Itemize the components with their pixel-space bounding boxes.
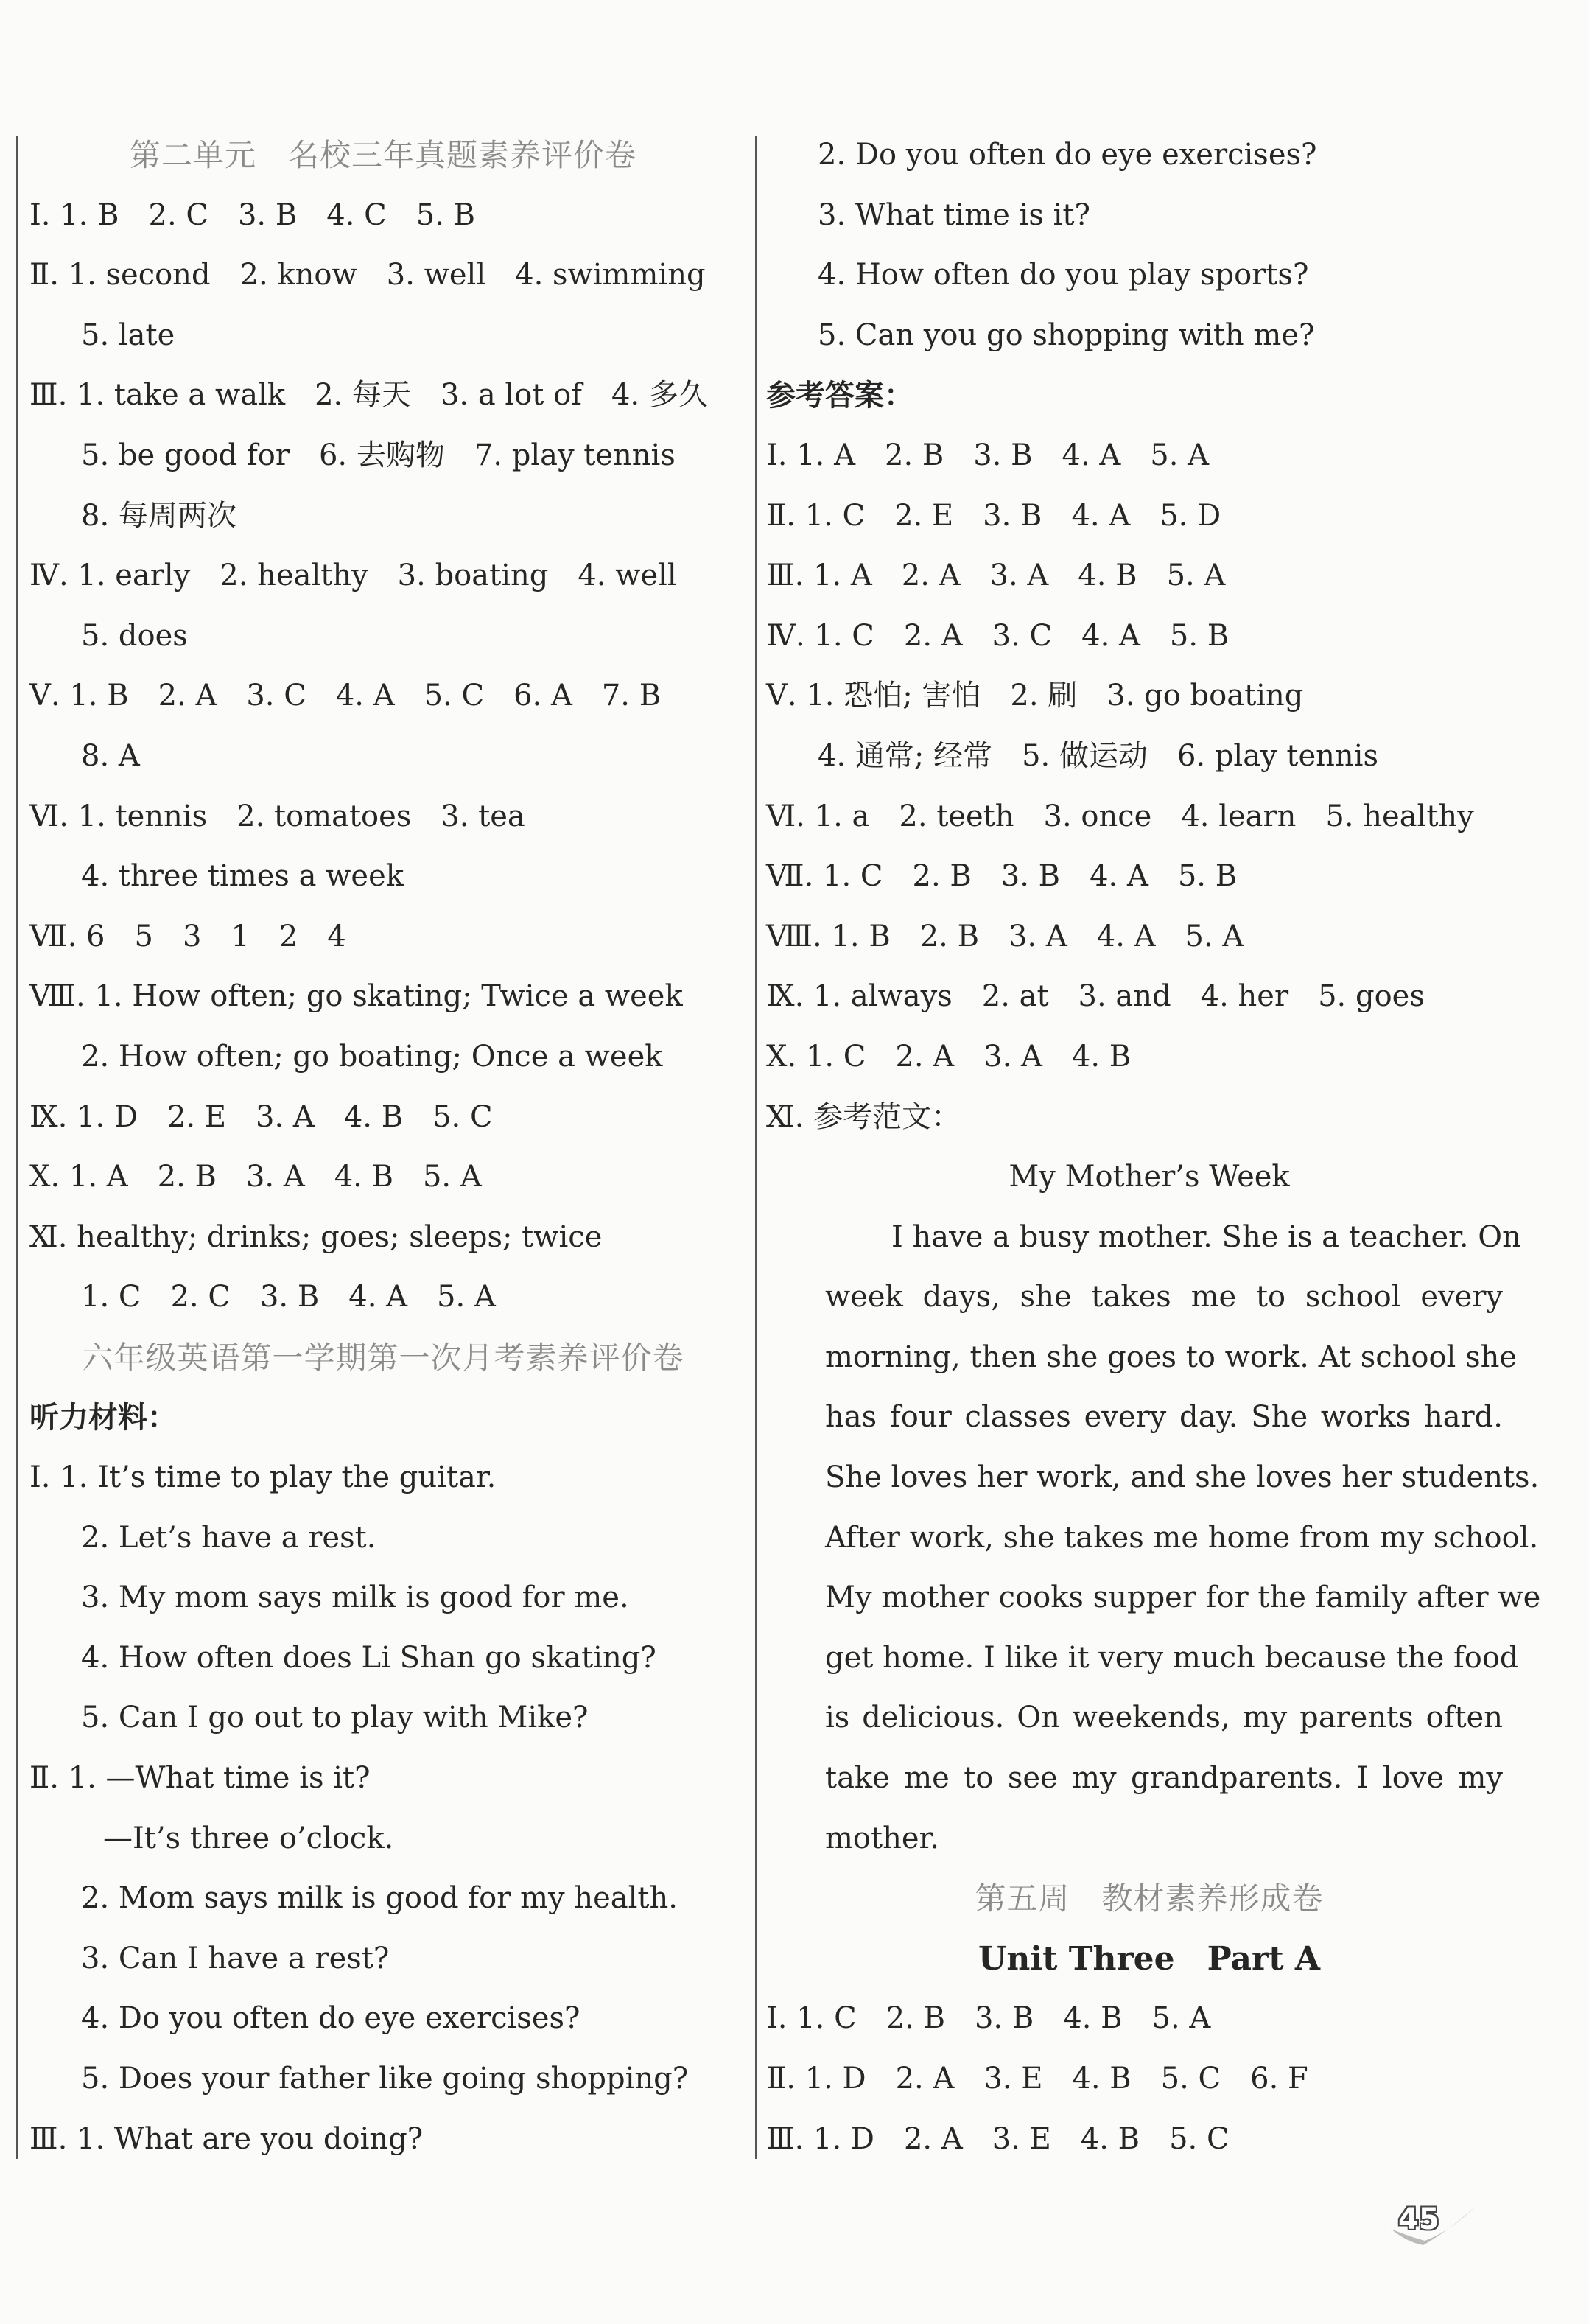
left-column-line: 8. 每周两次 <box>81 498 236 533</box>
right-column-line: I have a busy mother. She is a teacher. On <box>891 1219 1521 1254</box>
left-column-line: 5. be good for 6. 去购物 7. play tennis <box>81 438 676 472</box>
right-column-line: Ⅱ. 1. C 2. E 3. B 4. A 5. D <box>766 498 1221 533</box>
left-column-line: Ⅴ. 1. B 2. A 3. C 4. A 5. C 6. A 7. B <box>29 679 662 713</box>
right-column-line: Ⅵ. 1. a 2. teeth 3. once 4. learn 5. healthy <box>766 799 1474 833</box>
left-column-line: 2. Let’s have a rest. <box>81 1520 376 1555</box>
right-column-line: 3. What time is it? <box>818 197 1090 232</box>
left-margin-rule <box>16 136 18 2159</box>
right-column-line: week days, she takes me to school every <box>825 1280 1503 1315</box>
left-column-line: Ⅸ. 1. D 2. E 3. A 4. B 5. C <box>29 1099 493 1134</box>
right-column-line: take me to see my grandparents. I love my <box>825 1761 1503 1796</box>
right-column-line: Ⅹ. 1. C 2. A 3. A 4. B <box>766 1039 1132 1074</box>
right-column-line: Unit Three Part A <box>978 1939 1320 1978</box>
left-column-line: 3. Can I have a rest? <box>81 1941 390 1975</box>
column-divider <box>755 136 757 2159</box>
right-column-line: 4. 通常; 经常 5. 做运动 6. play tennis <box>818 738 1378 773</box>
right-column-line: My Mother’s Week <box>1009 1160 1290 1194</box>
right-column-line: morning, then she goes to work. At school she <box>825 1340 1518 1374</box>
left-column-line: 5. Can I go out to play with Mike? <box>81 1701 589 1735</box>
left-column-line: Ⅲ. 1. take a walk 2. 每天 3. a lot of 4. 多久 <box>29 378 708 413</box>
right-column-line: 4. How often do you play sports? <box>818 258 1309 293</box>
right-column-line: After work, she takes me home from my school. <box>825 1520 1539 1555</box>
right-column-line: 5. Can you go shopping with me? <box>818 318 1315 352</box>
right-column-line: has four classes every day. She works hard. <box>825 1400 1503 1435</box>
right-column-line: 第五周 教材素养形成卷 <box>975 1880 1324 1917</box>
left-column-line: Ⅶ. 6 5 3 1 2 4 <box>29 919 346 953</box>
page-number-badge <box>1385 2199 1481 2251</box>
left-column-line: Ⅱ. 1. —What time is it? <box>29 1761 371 1796</box>
left-column-line: 1. C 2. C 3. B 4. A 5. A <box>81 1280 496 1315</box>
page-number: 45 <box>1398 2202 1439 2236</box>
left-column-line: 2. Mom says milk is good for my health. <box>81 1881 678 1916</box>
left-column-line: 4. How often does Li Shan go skating? <box>81 1640 656 1675</box>
left-column-line: 听力材料： <box>29 1400 177 1435</box>
right-column-line: 参考答案： <box>766 378 913 413</box>
left-column-line: Ⅲ. 1. What are you doing? <box>29 2121 424 2156</box>
right-column <box>766 125 1541 2169</box>
right-column-line: Ⅷ. 1. B 2. B 3. A 4. A 5. A <box>766 919 1244 953</box>
left-column-line: 4. three times a week <box>81 859 404 894</box>
left-column-line: Ⅵ. 1. tennis 2. tomatoes 3. tea <box>29 799 525 833</box>
right-column-line: 2. Do you often do eye exercises? <box>818 138 1317 172</box>
right-column-line: Ⅲ. 1. A 2. A 3. A 4. B 5. A <box>766 559 1226 593</box>
left-column-line: Ⅱ. 1. second 2. know 3. well 4. swimming <box>29 258 706 293</box>
left-column-line: Ⅰ. 1. B 2. C 3. B 4. C 5. B <box>29 197 476 232</box>
right-column-line: Ⅰ. 1. A 2. B 3. B 4. A 5. A <box>766 438 1210 472</box>
left-column-line: Ⅹ. 1. A 2. B 3. A 4. B 5. A <box>29 1160 482 1194</box>
left-column-line: 5. late <box>81 318 175 352</box>
left-column-line: Ⅰ. 1. It’s time to play the guitar. <box>29 1460 497 1495</box>
left-column-line: 2. How often; go boating; Once a week <box>81 1039 663 1074</box>
left-column-line: 5. Does your father like going shopping? <box>81 2062 689 2096</box>
left-column-line: —It’s three o’clock. <box>103 1821 394 1855</box>
right-column-line: Ⅰ. 1. C 2. B 3. B 4. B 5. A <box>766 2001 1211 2036</box>
right-column-line: Ⅱ. 1. D 2. A 3. E 4. B 5. C 6. F <box>766 2062 1308 2096</box>
right-column-line: Ⅶ. 1. C 2. B 3. B 4. A 5. B <box>766 859 1238 894</box>
left-column-line: 3. My mom says milk is good for me. <box>81 1581 629 1615</box>
left-column <box>29 125 737 2169</box>
right-column-line: is delicious. On weekends, my parents often <box>825 1701 1503 1735</box>
right-column-line: Ⅳ. 1. C 2. A 3. C 4. A 5. B <box>766 618 1230 653</box>
right-column-line: My mother cooks supper for the family after we <box>825 1581 1541 1615</box>
left-column-line: Ⅳ. 1. early 2. healthy 3. boating 4. well <box>29 559 677 593</box>
left-column-line: 第二单元 名校三年真题素养评价卷 <box>129 137 636 173</box>
left-column-line: Ⅺ. healthy; drinks; goes; sleeps; twice <box>29 1219 603 1254</box>
right-column-line: Ⅴ. 1. 恐怕; 害怕 2. 刷 3. go boating <box>766 679 1304 713</box>
right-column-line: She loves her work, and she loves her students. <box>825 1460 1540 1495</box>
right-column-line: get home. I like it very much because the food <box>825 1640 1519 1675</box>
right-column-line: mother. <box>825 1821 939 1855</box>
left-column-line: Ⅷ. 1. How often; go skating; Twice a week <box>29 979 683 1014</box>
left-column-line: 六年级英语第一学期第一次月考素养评价卷 <box>82 1339 684 1376</box>
left-column-line: 8. A <box>81 738 140 773</box>
right-column-line: Ⅲ. 1. D 2. A 3. E 4. B 5. C <box>766 2121 1230 2156</box>
right-column-line: Ⅺ. 参考范文： <box>766 1099 961 1134</box>
left-column-line: 4. Do you often do eye exercises? <box>81 2001 580 2036</box>
left-column-line: 5. does <box>81 618 188 653</box>
right-column-line: Ⅸ. 1. always 2. at 3. and 4. her 5. goes <box>766 979 1425 1014</box>
